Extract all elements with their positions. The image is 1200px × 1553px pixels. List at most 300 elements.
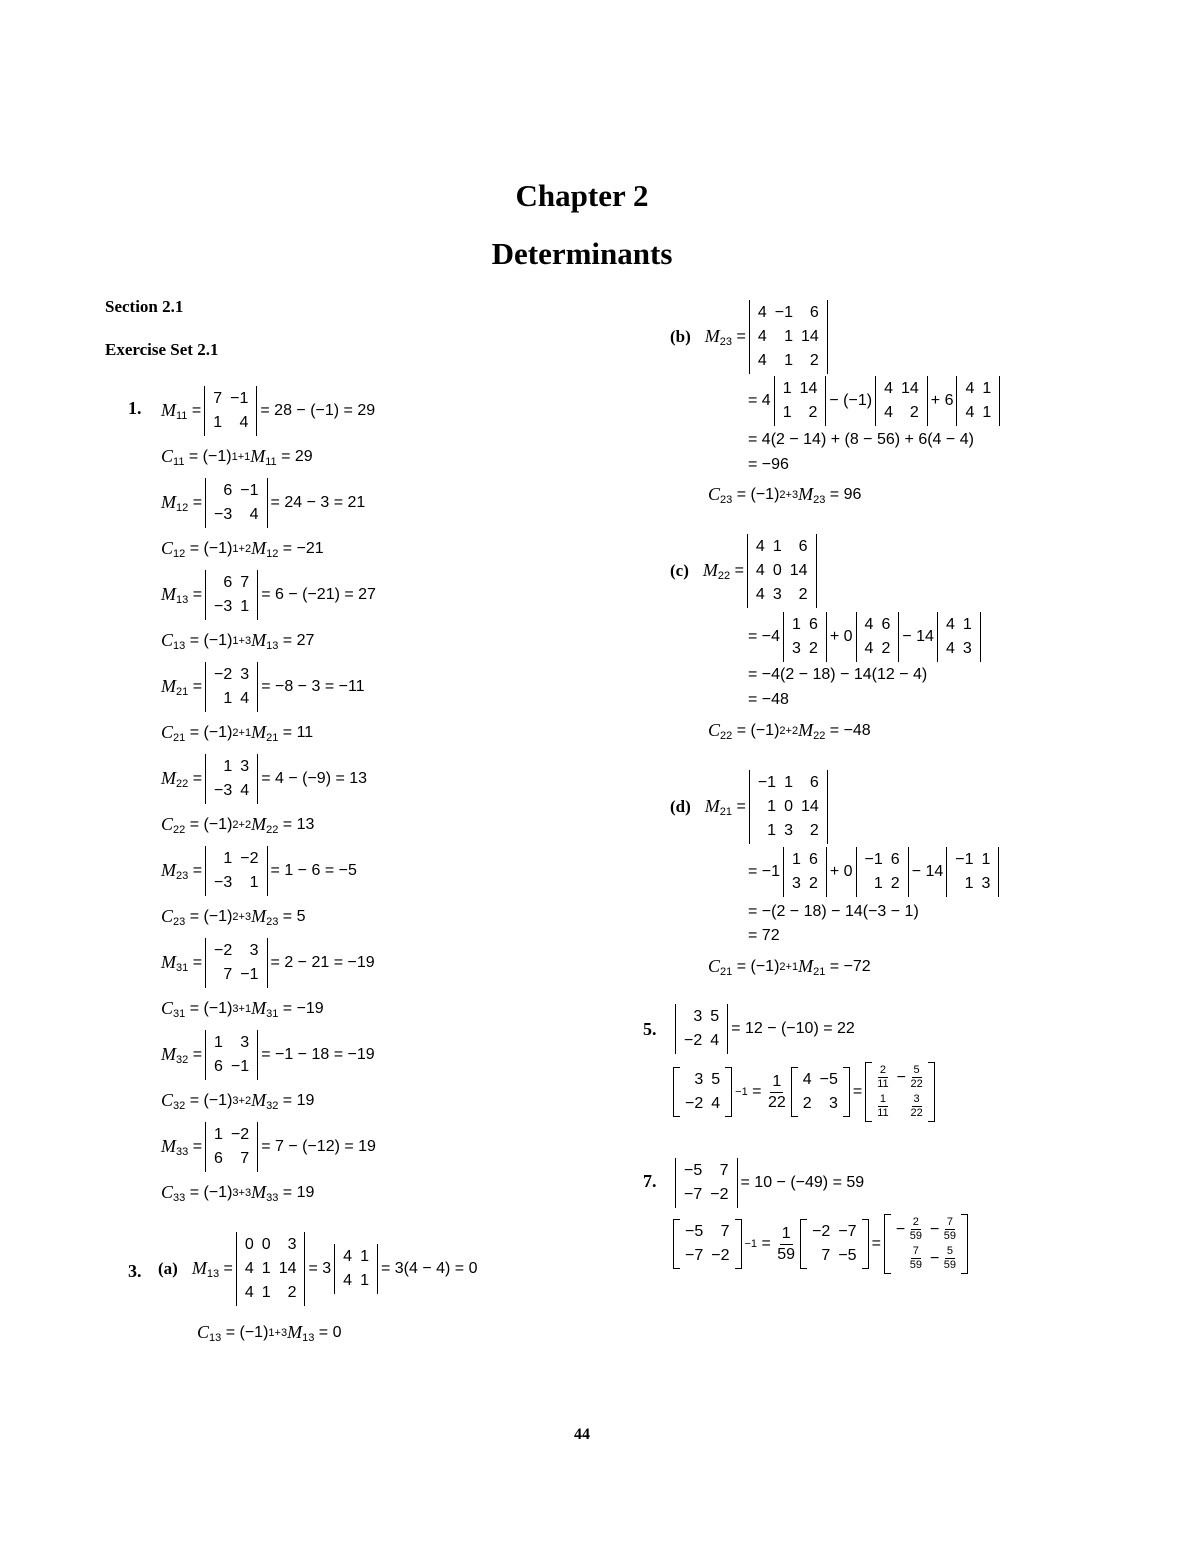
- symbol-letter: M: [251, 998, 267, 1018]
- math-text: = 3: [308, 1260, 332, 1277]
- denominator: 59: [909, 1259, 922, 1271]
- symbol-letter: M: [161, 584, 176, 604]
- fraction-wrap: [929, 1245, 957, 1271]
- exponent: 2+2: [779, 725, 799, 737]
- grid-row: [788, 613, 822, 637]
- grid-row: [210, 595, 253, 619]
- grid-cell: 1: [223, 758, 233, 775]
- grid-table: [210, 1123, 253, 1171]
- grid-table: [339, 1245, 373, 1293]
- symbol-letter: M: [798, 720, 814, 740]
- grid-cell: 1: [982, 380, 992, 397]
- math-text: = 3(4 − 4) = 0: [380, 1260, 478, 1277]
- cofactor-symbol: [161, 814, 186, 836]
- grid-row: [861, 637, 895, 661]
- math-text: =: [871, 1235, 881, 1252]
- determinant: [205, 662, 258, 712]
- fraction: [944, 1245, 956, 1272]
- determinant: [749, 770, 828, 844]
- math-text: = (−1): [732, 486, 780, 503]
- grid-cell: 14: [800, 798, 819, 815]
- grid-row: [788, 872, 822, 896]
- grid-cell: 1: [792, 851, 801, 868]
- grid-cell: 1: [962, 616, 972, 633]
- cofactor-line: [161, 906, 305, 928]
- denominator: 22: [910, 1107, 923, 1119]
- grid-cell: [926, 1244, 960, 1273]
- grid-cell: 7: [223, 966, 233, 983]
- equation-line: [670, 534, 820, 608]
- exponent: 2+3: [232, 911, 252, 923]
- grid-cell: −5: [819, 1071, 838, 1088]
- cofactor-symbol: [161, 630, 186, 652]
- minor-symbol: [161, 952, 189, 974]
- grid-row: [241, 1281, 301, 1305]
- math-text: =: [188, 770, 203, 787]
- grid-row: [210, 939, 263, 963]
- symbol-letter: C: [161, 1182, 174, 1202]
- chapter-title: Determinants: [491, 236, 673, 271]
- grid-row: [754, 349, 823, 373]
- symbol-index: 21: [720, 966, 733, 978]
- symbol-letter: C: [161, 814, 174, 834]
- grid-cell: −1: [240, 482, 259, 499]
- minor-line: [161, 1030, 375, 1080]
- grid-row: [892, 1215, 960, 1244]
- exponent: 1+2: [232, 543, 252, 555]
- grid-cell: 4: [965, 380, 975, 397]
- math-text: = −96: [748, 456, 789, 473]
- grid-cell: −2: [685, 1095, 704, 1112]
- equation-line: [670, 770, 831, 844]
- numerator: 1: [780, 1224, 793, 1245]
- grid-row: [680, 1159, 733, 1183]
- fraction-wrap: [895, 1216, 922, 1242]
- exponent: −1: [735, 1086, 748, 1098]
- grid-cell: 1: [873, 875, 883, 892]
- symbol-letter: M: [251, 1090, 267, 1110]
- cofactor-line: [708, 956, 871, 978]
- grid-table: [808, 1220, 861, 1268]
- symbol-letter: M: [704, 796, 720, 816]
- grid-cell: −7: [684, 1186, 703, 1203]
- fraction-sign: −: [896, 1068, 911, 1086]
- grid-cell: 1: [782, 404, 792, 421]
- math-text: =: [219, 1260, 233, 1277]
- fraction-sign: −: [895, 1220, 910, 1238]
- grid-cell: 0: [244, 1236, 254, 1253]
- grid-cell: −2: [214, 942, 233, 959]
- grid-cell: 2: [890, 875, 900, 892]
- grid-cell: 3: [240, 666, 250, 683]
- grid-table: [788, 613, 822, 661]
- grid-cell: 3: [240, 758, 250, 775]
- part-label: (c): [670, 561, 689, 580]
- grid-cell: 1: [214, 1034, 223, 1051]
- cofactor-symbol: [708, 720, 733, 742]
- symbol-index: 32: [266, 1100, 279, 1112]
- grid-cell: 1: [767, 822, 777, 839]
- grid-cell: 1: [240, 598, 250, 615]
- cofactor-line: [161, 998, 324, 1020]
- grid-row: [339, 1245, 373, 1269]
- minor-symbol: [798, 720, 826, 742]
- grid-row: [808, 1244, 861, 1268]
- matrix: [673, 1067, 732, 1117]
- denominator: 22: [910, 1078, 923, 1090]
- determinant: [205, 1122, 258, 1172]
- determinant: [783, 612, 827, 662]
- minor-line: [161, 662, 365, 712]
- exercise-number: 5.: [643, 1019, 657, 1039]
- minor-symbol: [251, 630, 279, 652]
- cofactor-symbol: [161, 446, 185, 468]
- exponent: 1+3: [268, 1327, 288, 1339]
- grid-cell: 4: [244, 1284, 254, 1301]
- math-text: + 0: [829, 628, 853, 645]
- math-text: = 13: [278, 816, 315, 833]
- grid-row: [861, 848, 904, 872]
- grid-table: [210, 847, 263, 895]
- grid-row: [210, 687, 253, 711]
- denominator: 59: [943, 1259, 957, 1271]
- fraction: [910, 1064, 922, 1091]
- symbol-letter: M: [704, 326, 720, 346]
- grid-cell: 6: [808, 851, 818, 868]
- denominator: 11: [877, 1078, 889, 1090]
- symbol-letter: M: [251, 1182, 267, 1202]
- math-text: = 19: [278, 1184, 315, 1201]
- fraction: [768, 1072, 786, 1113]
- symbol-index: 23: [719, 336, 733, 348]
- grid-row: [210, 1055, 253, 1079]
- numerator: 5: [913, 1064, 920, 1076]
- grid-table: [210, 755, 253, 803]
- grid-row: [754, 771, 823, 795]
- grid-cell: [893, 1092, 927, 1121]
- grid-cell: 7: [240, 574, 250, 591]
- symbol-index: 31: [266, 1008, 279, 1020]
- grid-row: [754, 301, 823, 325]
- numerator: 3: [913, 1093, 920, 1105]
- grid-cell: 4: [864, 640, 874, 657]
- exponent: 3+1: [232, 1003, 252, 1015]
- cofactor-symbol: [161, 998, 186, 1020]
- symbol-index: 23: [266, 916, 279, 928]
- grid-cell: 1: [964, 875, 974, 892]
- step-line: [748, 455, 789, 475]
- determinant: [956, 376, 1000, 426]
- minor-symbol: [251, 722, 279, 744]
- grid-cell: 2: [881, 640, 891, 657]
- math-text: = (−1): [732, 722, 780, 739]
- cofactor-symbol: [161, 722, 186, 744]
- math-text: = (−1): [184, 448, 232, 465]
- exercise-number: 3.: [128, 1261, 142, 1281]
- grid-cell: 1: [261, 1260, 271, 1277]
- symbol-index: 23: [813, 494, 826, 506]
- grid-cell: 4: [757, 304, 767, 321]
- grid-row: [680, 1005, 723, 1029]
- part-label: (d): [670, 797, 691, 816]
- math-text: =: [757, 1235, 776, 1252]
- symbol-letter: M: [161, 1136, 176, 1156]
- grid-table: [873, 1063, 926, 1121]
- grid-cell: 1: [792, 616, 801, 633]
- math-text: = (−1): [185, 540, 233, 557]
- math-text: =: [188, 1138, 203, 1155]
- math-text: =: [730, 562, 744, 579]
- math-text: = 0: [314, 1324, 342, 1341]
- grid-cell: 4: [755, 538, 765, 555]
- denominator: 59: [777, 1245, 796, 1263]
- grid-row: [339, 1269, 373, 1293]
- fraction-wrap: [766, 1072, 788, 1111]
- numerator: 2: [879, 1064, 886, 1076]
- grid-cell: 14: [800, 328, 819, 345]
- grid-cell: 4: [802, 1071, 812, 1088]
- grid-row: [681, 1068, 724, 1092]
- grid-table: [754, 301, 823, 373]
- grid-cell: −3: [214, 506, 233, 523]
- grid-cell: 7: [821, 1247, 831, 1264]
- grid-cell: 1: [213, 414, 223, 431]
- symbol-index: 21: [173, 732, 186, 744]
- cofactor-line: [161, 446, 313, 468]
- math-text: = −1 − 18 = −19: [261, 1046, 375, 1063]
- grid-row: [788, 848, 822, 872]
- grid-cell: −2: [711, 1247, 730, 1264]
- grid-table: [681, 1068, 724, 1116]
- grid-cell: 4: [244, 1260, 254, 1277]
- grid-row: [241, 1233, 301, 1257]
- symbol-index: 31: [173, 1008, 186, 1020]
- cofactor-line: [161, 1182, 314, 1204]
- symbol-letter: M: [251, 538, 267, 558]
- grid-cell: [892, 1244, 926, 1273]
- grid-cell: 14: [789, 562, 808, 579]
- grid-row: [241, 1257, 301, 1281]
- exercise-number: 7.: [643, 1171, 657, 1191]
- symbol-letter: M: [161, 676, 176, 696]
- determinant: [205, 754, 258, 804]
- symbol-letter: M: [161, 1044, 176, 1064]
- math-text: = −19: [278, 1000, 324, 1017]
- grid-cell: 4: [239, 414, 249, 431]
- grid-cell: 1: [784, 328, 793, 345]
- determinant: [675, 1004, 728, 1054]
- grid-cell: 3: [772, 586, 782, 603]
- fraction: [910, 1093, 922, 1120]
- grid-cell: 6: [890, 851, 900, 868]
- symbol-index: 21: [719, 806, 733, 818]
- grid-cell: 4: [710, 1032, 720, 1049]
- step-line: [748, 430, 974, 450]
- grid-row: [752, 559, 812, 583]
- symbol-letter: M: [161, 400, 176, 420]
- minor-symbol: [251, 998, 279, 1020]
- grid-table: [799, 1068, 842, 1116]
- minor-symbol: [161, 492, 189, 514]
- grid-table: [210, 1031, 253, 1079]
- math-text: = −21: [278, 540, 324, 557]
- minor-line: [161, 570, 376, 620]
- grid-cell: 7: [213, 390, 223, 407]
- minor-symbol: [251, 814, 279, 836]
- exponent: 2+3: [779, 489, 799, 501]
- grid-cell: [892, 1215, 926, 1244]
- exponent: 2+1: [232, 727, 252, 739]
- grid-cell: 3: [287, 1236, 297, 1253]
- grid-table: [210, 939, 263, 987]
- grid-row: [210, 755, 253, 779]
- grid-cell: −1: [955, 851, 974, 868]
- grid-row: [210, 1147, 253, 1171]
- matrix: [673, 1219, 742, 1269]
- grid-cell: 4: [755, 562, 765, 579]
- grid-cell: 3: [962, 640, 972, 657]
- expansion-line: [748, 612, 984, 662]
- grid-row: [942, 637, 976, 661]
- equation-line: [158, 1232, 478, 1306]
- grid-cell: 7: [719, 1162, 729, 1179]
- determinant: [204, 386, 257, 436]
- symbol-letter: C: [161, 722, 174, 742]
- fraction: [877, 1064, 888, 1091]
- numerator: 1: [770, 1072, 783, 1093]
- math-text: = (−1): [185, 816, 233, 833]
- grid-row: [754, 325, 823, 349]
- grid-cell: 1: [223, 690, 233, 707]
- grid-cell: 6: [881, 616, 891, 633]
- numerator: 7: [912, 1245, 919, 1257]
- inverse-line: [670, 1214, 971, 1274]
- grid-row: [861, 872, 904, 896]
- grid-row: [951, 872, 994, 896]
- symbol-letter: M: [251, 814, 267, 834]
- math-text: + 6: [930, 392, 954, 409]
- minor-symbol: [250, 446, 277, 468]
- grid-cell: [926, 1215, 960, 1244]
- grid-cell: 4: [864, 616, 874, 633]
- grid-row: [681, 1220, 734, 1244]
- math-text: = (−1): [185, 1092, 233, 1109]
- symbol-letter: M: [251, 722, 267, 742]
- fraction-wrap: [877, 1064, 889, 1090]
- cofactor-line: [708, 484, 861, 506]
- grid-cell: −7: [685, 1247, 704, 1264]
- grid-cell: 1: [360, 1272, 369, 1289]
- grid-row: [210, 779, 253, 803]
- symbol-letter: C: [161, 906, 174, 926]
- math-text: − 14: [911, 863, 944, 880]
- denominator: 11: [877, 1107, 889, 1119]
- math-text: = 4(2 − 14) + (8 − 56) + 6(4 − 4): [748, 431, 974, 448]
- symbol-index: 32: [173, 1100, 186, 1112]
- grid-cell: 4: [757, 352, 767, 369]
- determinant: [675, 1158, 738, 1208]
- math-text: − 14: [902, 628, 934, 645]
- fraction: [944, 1216, 956, 1243]
- grid-cell: 4: [343, 1272, 353, 1289]
- step-line: [748, 902, 919, 922]
- matrix: [884, 1214, 968, 1274]
- grid-cell: −3: [214, 782, 233, 799]
- math-text: =: [188, 862, 203, 879]
- cofactor-symbol: [708, 956, 733, 978]
- symbol-index: 31: [176, 962, 189, 974]
- symbol-letter: C: [161, 630, 174, 650]
- part-label: (a): [158, 1259, 178, 1278]
- grid-cell: −1: [864, 851, 883, 868]
- grid-row: [961, 401, 995, 425]
- grid-cell: 1: [782, 380, 792, 397]
- denominator: 59: [909, 1230, 922, 1242]
- symbol-letter: M: [251, 906, 267, 926]
- grid-cell: 3: [792, 875, 801, 892]
- grid-cell: 1: [249, 874, 259, 891]
- math-text: = (−1): [221, 1324, 269, 1341]
- minor-line: [161, 386, 375, 436]
- grid-table: [788, 848, 822, 896]
- grid-table: [680, 1159, 733, 1207]
- grid-table: [861, 613, 895, 661]
- exponent: 2+1: [779, 961, 799, 973]
- exercise-set-heading: Exercise Set 2.1: [105, 340, 219, 359]
- math-text: = 19: [278, 1092, 315, 1109]
- expansion-line: [748, 847, 1002, 897]
- cofactor-line: [161, 630, 314, 652]
- grid-row: [210, 571, 253, 595]
- grid-row: [752, 535, 812, 559]
- symbol-letter: M: [798, 484, 814, 504]
- symbol-index: 11: [265, 456, 277, 468]
- math-text: = −1: [748, 863, 781, 880]
- chapter-heading: Chapter 2: [515, 178, 649, 213]
- grid-cell: 1: [772, 538, 782, 555]
- grid-cell: 1: [214, 1126, 223, 1143]
- grid-cell: 3: [828, 1095, 838, 1112]
- fraction-sign: −: [929, 1249, 944, 1267]
- symbol-index: 11: [176, 410, 188, 422]
- determinant: [334, 1244, 378, 1294]
- minor-symbol: [161, 584, 189, 606]
- grid-cell: 4: [884, 380, 893, 397]
- grid-cell: 4: [945, 640, 955, 657]
- symbol-letter: M: [250, 446, 266, 466]
- minor-symbol: [161, 1044, 189, 1066]
- exponent: 2+2: [232, 819, 252, 831]
- math-text: − (−1): [829, 392, 873, 409]
- symbol-index: 22: [266, 824, 279, 836]
- grid-cell: 14: [799, 380, 818, 397]
- minor-symbol: [251, 538, 279, 560]
- math-text: = −48: [825, 722, 871, 739]
- grid-row: [210, 1031, 253, 1055]
- grid-row: [681, 1244, 734, 1268]
- minor-symbol: [287, 1322, 315, 1344]
- exponent: 1+1: [231, 451, 251, 463]
- math-text: = (−1): [732, 958, 780, 975]
- expansion-line: [748, 376, 1003, 426]
- fraction-wrap: [909, 1245, 922, 1271]
- symbol-index: 23: [720, 494, 733, 506]
- grid-cell: 6: [223, 574, 233, 591]
- grid-cell: 1: [981, 851, 991, 868]
- cofactor-symbol: [708, 484, 733, 506]
- math-text: = −72: [825, 958, 871, 975]
- determinant: [774, 376, 827, 426]
